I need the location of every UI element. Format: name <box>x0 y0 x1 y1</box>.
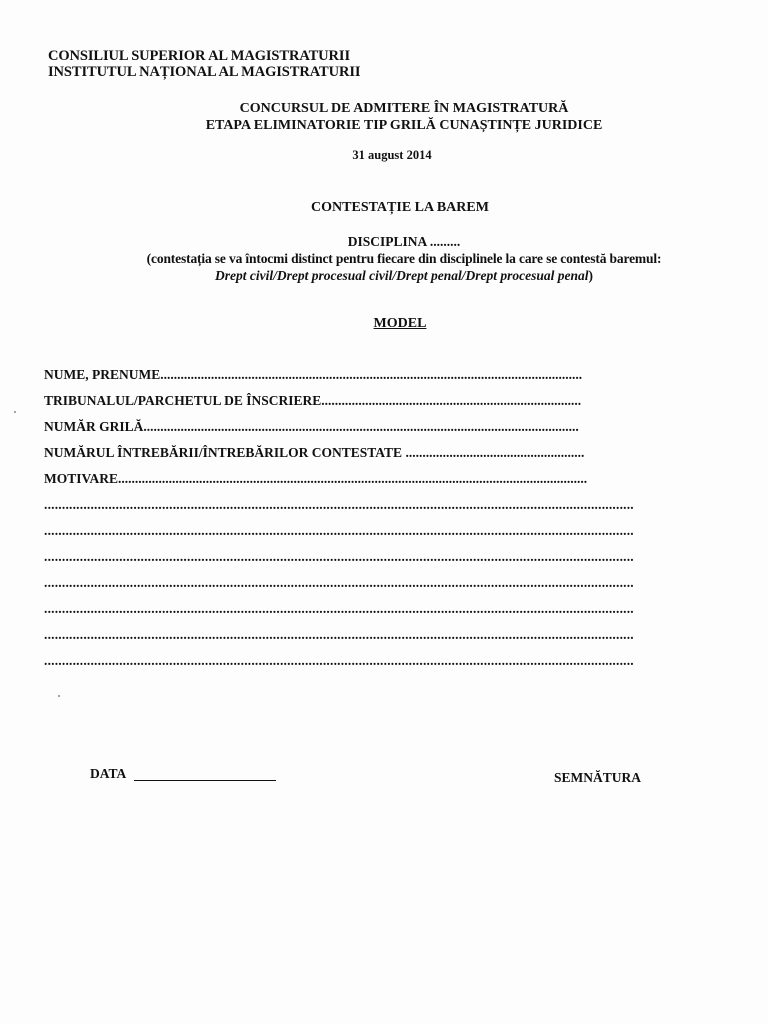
disciplina-block <box>20 233 768 284</box>
exam-title-line-2: ETAPA ELIMINATORIE TIP GRILĂ CUNAȘTINȚE JURIDICE <box>205 118 603 133</box>
date-label: DATA <box>90 766 127 781</box>
blank-line: ..................................................................................................................................................................... <box>44 653 634 668</box>
blank-line: ..................................................................................................................................................................... <box>44 523 634 538</box>
field-questions: NUMĂRUL ÎNTREBĂRII/ÎNTREBĂRILOR CONTESTATE ..................................................... <box>44 445 585 460</box>
scan-speck <box>58 695 60 697</box>
disciplina-note: (contestația se va întocmi distinct pentru fiecare din disciplinele la care se contestă baremul: <box>146 251 662 266</box>
blank-line: ..................................................................................................................................................................... <box>44 497 634 512</box>
subjects-text: Drept civil/Drept procesual civil/Drept penal/Drept procesual penal <box>215 268 589 283</box>
field-name: NUME, PRENUME............................................................................................................................. <box>44 367 583 382</box>
field-court: TRIBUNALUL/PARCHETUL DE ÎNSCRIERE............................................................................. <box>44 393 582 408</box>
blank-line: ..................................................................................................................................................................... <box>44 549 634 564</box>
exam-date: 31 august 2014 <box>352 148 432 162</box>
signature-label: SEMNĂTURA <box>554 770 642 785</box>
exam-title-line-1: CONCURSUL DE ADMITERE ÎN MAGISTRATURĂ <box>239 101 569 116</box>
blank-line: ..................................................................................................................................................................... <box>44 575 634 590</box>
disciplina-label: DISCIPLINA ......... <box>347 234 461 249</box>
disciplina-subjects <box>20 267 768 284</box>
blank-line: ..................................................................................................................................................................... <box>44 601 634 616</box>
subjects-close: ) <box>588 268 593 283</box>
form-fields <box>44 362 756 674</box>
form-title: CONTESTAȚIE LA BAREM <box>311 200 489 215</box>
field-motivation: MOTIVARE........................................................................................................................................... <box>44 471 588 486</box>
field-grid-number: NUMĂR GRILĂ................................................................................................................................. <box>44 419 579 434</box>
date-underline <box>134 780 276 781</box>
scan-speck <box>14 411 16 413</box>
org-line-1: CONSILIUL SUPERIOR AL MAGISTRATURII <box>48 48 351 64</box>
exam-title <box>20 100 768 134</box>
org-line-2: INSTITUTUL NAȚIONAL AL MAGISTRATURII <box>48 64 361 80</box>
model-heading: MODEL <box>373 316 427 331</box>
organization-header <box>48 48 360 80</box>
blank-line: ..................................................................................................................................................................... <box>44 627 634 642</box>
